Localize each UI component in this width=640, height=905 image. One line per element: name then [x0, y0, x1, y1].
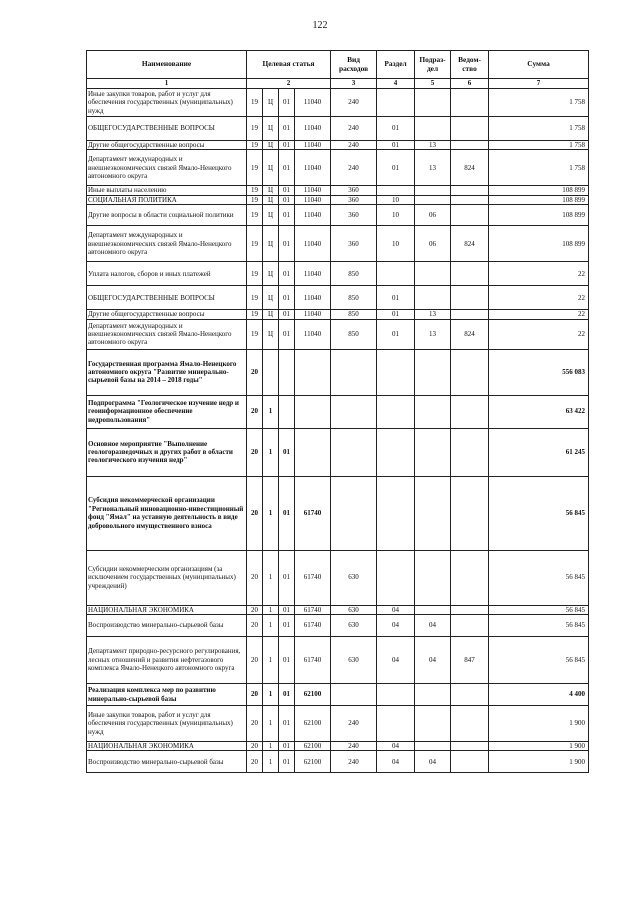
target-code-part: [279, 395, 295, 428]
target-code-part: Ц: [263, 205, 279, 226]
target-code-part: Ц: [263, 117, 279, 141]
row-name: Департамент международных и внешнеэкономических связей Ямало-Ненецкого автономного округа: [87, 319, 247, 349]
target-code-part: 11040: [295, 195, 331, 204]
subsection-cell: 04: [415, 615, 451, 637]
department-cell: [451, 742, 489, 751]
target-code-part: 61740: [295, 637, 331, 684]
target-code-part: 62100: [295, 751, 331, 773]
target-code-part: 01: [279, 89, 295, 117]
row-name: Другие общегосударственные вопросы: [87, 310, 247, 319]
section-cell: 10: [377, 226, 415, 262]
target-code-part: Ц: [263, 319, 279, 349]
target-code-part: 01: [279, 428, 295, 476]
expense-type-cell: [331, 395, 377, 428]
section-cell: 01: [377, 319, 415, 349]
target-code-part: 11040: [295, 141, 331, 150]
table-row: [87, 742, 589, 751]
target-code-part: 62100: [295, 684, 331, 706]
row-name: НАЦИОНАЛЬНАЯ ЭКОНОМИКА: [87, 742, 247, 751]
table-row: [87, 395, 589, 428]
expense-type-cell: 630: [331, 550, 377, 605]
target-code-part: 01: [279, 310, 295, 319]
column-number: 3: [331, 79, 377, 89]
expense-type-cell: 850: [331, 286, 377, 310]
target-code-part: 11040: [295, 286, 331, 310]
expense-type-cell: [331, 349, 377, 395]
target-code-part: Ц: [263, 186, 279, 195]
department-cell: [451, 205, 489, 226]
section-cell: 01: [377, 141, 415, 150]
row-name: Другие общегосударственные вопросы: [87, 141, 247, 150]
expense-type-cell: 850: [331, 310, 377, 319]
department-cell: [451, 310, 489, 319]
table-row: [87, 150, 589, 186]
target-code-part: 1: [263, 428, 279, 476]
department-cell: [451, 262, 489, 286]
target-code-part: 01: [279, 205, 295, 226]
table-row: [87, 205, 589, 226]
department-cell: 847: [451, 637, 489, 684]
row-name: Воспроизводство минерально-сырьевой базы: [87, 615, 247, 637]
target-code-part: 11040: [295, 319, 331, 349]
section-cell: 04: [377, 751, 415, 773]
target-code-part: [295, 428, 331, 476]
subsection-cell: 13: [415, 319, 451, 349]
sum-cell: 556 083: [489, 349, 589, 395]
target-code-part: 1: [263, 395, 279, 428]
row-name: Государственная программа Ямало-Ненецкого автономного округа "Развитие минерально-сырьевой базы на 2014 – 2018 годы": [87, 349, 247, 395]
table-row: [87, 286, 589, 310]
target-code-part: 20: [247, 550, 263, 605]
target-code-part: 11040: [295, 205, 331, 226]
target-code-part: 1: [263, 637, 279, 684]
target-code-part: 20: [247, 428, 263, 476]
target-code-part: 01: [279, 117, 295, 141]
target-code-part: Ц: [263, 262, 279, 286]
target-code-part: 01: [279, 605, 295, 614]
sum-cell: 1 758: [489, 117, 589, 141]
target-code-part: 19: [247, 310, 263, 319]
target-code-part: 11040: [295, 262, 331, 286]
target-code-part: 01: [279, 742, 295, 751]
target-code-part: 19: [247, 286, 263, 310]
column-number: 7: [489, 79, 589, 89]
sum-cell: 1 900: [489, 706, 589, 742]
table-row: [87, 637, 589, 684]
sum-cell: 56 845: [489, 615, 589, 637]
header-expense-type: Вид расходов: [331, 51, 377, 79]
subsection-cell: [415, 117, 451, 141]
target-code-part: [295, 349, 331, 395]
expense-type-cell: [331, 684, 377, 706]
target-code-part: 20: [247, 637, 263, 684]
target-code-part: 61740: [295, 615, 331, 637]
target-code-part: 1: [263, 476, 279, 550]
target-code-part: 11040: [295, 226, 331, 262]
subsection-cell: [415, 186, 451, 195]
table-row: [87, 262, 589, 286]
sum-cell: 4 400: [489, 684, 589, 706]
sum-cell: 1 758: [489, 141, 589, 150]
table-row: [87, 117, 589, 141]
target-code-part: 01: [279, 684, 295, 706]
sum-cell: 61 245: [489, 428, 589, 476]
target-code-part: Ц: [263, 310, 279, 319]
target-code-part: Ц: [263, 150, 279, 186]
department-cell: [451, 605, 489, 614]
subsection-cell: [415, 684, 451, 706]
department-cell: [451, 186, 489, 195]
target-code-part: 19: [247, 262, 263, 286]
target-code-part: 01: [279, 751, 295, 773]
budget-table: [86, 50, 589, 773]
subsection-cell: [415, 349, 451, 395]
sum-cell: 108 899: [489, 195, 589, 204]
target-code-part: 1: [263, 742, 279, 751]
row-name: Иные закупки товаров, работ и услуг для обеспечения государственных (муниципальных) нужд: [87, 706, 247, 742]
table-row: [87, 476, 589, 550]
subsection-cell: [415, 395, 451, 428]
expense-type-cell: 240: [331, 117, 377, 141]
table-row: [87, 195, 589, 204]
expense-type-cell: 630: [331, 637, 377, 684]
subsection-cell: [415, 550, 451, 605]
column-number-row: [87, 79, 589, 89]
target-code-part: 01: [279, 186, 295, 195]
target-code-part: 1: [263, 550, 279, 605]
target-code-part: 19: [247, 226, 263, 262]
subsection-cell: 04: [415, 637, 451, 684]
target-code-part: 01: [279, 141, 295, 150]
sum-cell: 108 899: [489, 226, 589, 262]
sum-cell: 56 845: [489, 550, 589, 605]
header-target: Целевая статья: [247, 51, 331, 79]
target-code-part: 20: [247, 684, 263, 706]
subsection-cell: [415, 476, 451, 550]
section-cell: 01: [377, 150, 415, 186]
expense-type-cell: 240: [331, 141, 377, 150]
target-code-part: 19: [247, 150, 263, 186]
row-name: Иные выплаты населению: [87, 186, 247, 195]
section-cell: 04: [377, 742, 415, 751]
expense-type-cell: 240: [331, 89, 377, 117]
subsection-cell: [415, 286, 451, 310]
target-code-part: 01: [279, 615, 295, 637]
section-cell: [377, 550, 415, 605]
target-code-part: 61740: [295, 550, 331, 605]
expense-type-cell: 240: [331, 150, 377, 186]
header-row: [87, 51, 589, 79]
row-name: Основное мероприятие "Выполнение геологоразведочных и других работ в области геологического изучения недр": [87, 428, 247, 476]
row-name: ОБЩЕГОСУДАРСТВЕННЫЕ ВОПРОСЫ: [87, 117, 247, 141]
table-row: [87, 319, 589, 349]
target-code-part: 20: [247, 476, 263, 550]
row-name: СОЦИАЛЬНАЯ ПОЛИТИКА: [87, 195, 247, 204]
table-row: [87, 605, 589, 614]
table-row: [87, 751, 589, 773]
header-sum: Сумма: [489, 51, 589, 79]
row-name: Воспроизводство минерально-сырьевой базы: [87, 751, 247, 773]
sum-cell: 1 758: [489, 89, 589, 117]
target-code-part: 01: [279, 706, 295, 742]
row-name: Уплата налогов, сборов и иных платежей: [87, 262, 247, 286]
section-cell: 04: [377, 615, 415, 637]
header-subsection: Подраз-дел: [415, 51, 451, 79]
subsection-cell: 06: [415, 205, 451, 226]
section-cell: [377, 476, 415, 550]
target-code-part: 62100: [295, 706, 331, 742]
subsection-cell: [415, 706, 451, 742]
target-code-part: 11040: [295, 117, 331, 141]
table-row: [87, 186, 589, 195]
department-cell: [451, 476, 489, 550]
target-code-part: 19: [247, 117, 263, 141]
column-number: 5: [415, 79, 451, 89]
department-cell: 824: [451, 150, 489, 186]
expense-type-cell: 240: [331, 742, 377, 751]
target-code-part: Ц: [263, 195, 279, 204]
target-code-part: 62100: [295, 742, 331, 751]
target-code-part: 01: [279, 150, 295, 186]
sum-cell: 56 845: [489, 605, 589, 614]
department-cell: [451, 141, 489, 150]
target-code-part: 01: [279, 637, 295, 684]
subsection-cell: [415, 89, 451, 117]
row-name: НАЦИОНАЛЬНАЯ ЭКОНОМИКА: [87, 605, 247, 614]
target-code-part: Ц: [263, 226, 279, 262]
expense-type-cell: 240: [331, 751, 377, 773]
row-name: Департамент природно-ресурсного регулирования, лесных отношений и развития нефтегазового комплекса Ямало-Ненецкого автономного округа: [87, 637, 247, 684]
department-cell: [451, 349, 489, 395]
target-code-part: 01: [279, 226, 295, 262]
sum-cell: 22: [489, 310, 589, 319]
section-cell: 01: [377, 286, 415, 310]
sum-cell: 108 899: [489, 205, 589, 226]
table-row: [87, 706, 589, 742]
target-code-part: 19: [247, 186, 263, 195]
target-code-part: 19: [247, 89, 263, 117]
department-cell: [451, 684, 489, 706]
column-number: 4: [377, 79, 415, 89]
expense-type-cell: 630: [331, 605, 377, 614]
target-code-part: [279, 349, 295, 395]
target-code-part: 01: [279, 319, 295, 349]
section-cell: 01: [377, 310, 415, 319]
row-name: Департамент международных и внешнеэкономических связей Ямало-Ненецкого автономного округа: [87, 150, 247, 186]
table-row: [87, 349, 589, 395]
sum-cell: 22: [489, 319, 589, 349]
target-code-part: 1: [263, 751, 279, 773]
department-cell: 824: [451, 226, 489, 262]
target-code-part: 11040: [295, 310, 331, 319]
table-row: [87, 89, 589, 117]
section-cell: [377, 395, 415, 428]
target-code-part: 19: [247, 319, 263, 349]
subsection-cell: [415, 428, 451, 476]
section-cell: [377, 89, 415, 117]
target-code-part: 11040: [295, 150, 331, 186]
section-cell: 10: [377, 205, 415, 226]
expense-type-cell: 630: [331, 615, 377, 637]
section-cell: 01: [377, 117, 415, 141]
expense-type-cell: 850: [331, 262, 377, 286]
department-cell: [451, 550, 489, 605]
table-row: [87, 141, 589, 150]
target-code-part: 61740: [295, 605, 331, 614]
subsection-cell: [415, 262, 451, 286]
expense-type-cell: 360: [331, 186, 377, 195]
row-name: Реализация комплекса мер по развитию минерально-сырьевой базы: [87, 684, 247, 706]
section-cell: 04: [377, 637, 415, 684]
target-code-part: 20: [247, 349, 263, 395]
expense-type-cell: 360: [331, 205, 377, 226]
table-row: [87, 226, 589, 262]
expense-type-cell: 850: [331, 319, 377, 349]
row-name: Субсидия некоммерческой организации "Региональный инновационно-инвестиционный фонд "Ямал" на уставную деятельность в виде добровольного имущественного взноса: [87, 476, 247, 550]
subsection-cell: 13: [415, 310, 451, 319]
row-name: Подпрограмма "Геологическое изучение недр и геоинформационное обеспечение недропользования": [87, 395, 247, 428]
section-cell: [377, 349, 415, 395]
target-code-part: 11040: [295, 89, 331, 117]
department-cell: 824: [451, 319, 489, 349]
subsection-cell: [415, 195, 451, 204]
row-name: Другие вопросы в области социальной политики: [87, 205, 247, 226]
table-row: [87, 550, 589, 605]
expense-type-cell: 360: [331, 226, 377, 262]
sum-cell: 108 899: [489, 186, 589, 195]
section-cell: [377, 262, 415, 286]
department-cell: [451, 751, 489, 773]
department-cell: [451, 428, 489, 476]
target-code-part: Ц: [263, 286, 279, 310]
section-cell: [377, 428, 415, 476]
header-department: Ведом-ство: [451, 51, 489, 79]
target-code-part: 1: [263, 605, 279, 614]
header-name: Наименование: [87, 51, 247, 79]
target-code-part: 19: [247, 141, 263, 150]
sum-cell: 1 900: [489, 742, 589, 751]
section-cell: [377, 186, 415, 195]
row-name: Субсидии некоммерческим организациям (за исключением государственных (муниципальных) учреждений): [87, 550, 247, 605]
target-code-part: 01: [279, 550, 295, 605]
target-code-part: 20: [247, 742, 263, 751]
sum-cell: 22: [489, 262, 589, 286]
target-code-part: 1: [263, 615, 279, 637]
target-code-part: [263, 349, 279, 395]
target-code-part: 1: [263, 706, 279, 742]
sum-cell: 56 845: [489, 476, 589, 550]
target-code-part: 19: [247, 205, 263, 226]
row-name: ОБЩЕГОСУДАРСТВЕННЫЕ ВОПРОСЫ: [87, 286, 247, 310]
target-code-part: 20: [247, 751, 263, 773]
table-row: [87, 310, 589, 319]
target-code-part: [295, 395, 331, 428]
sum-cell: 1 758: [489, 150, 589, 186]
target-code-part: 01: [279, 262, 295, 286]
target-code-part: 20: [247, 605, 263, 614]
column-number: 2: [247, 79, 331, 89]
target-code-part: 01: [279, 195, 295, 204]
sum-cell: 1 900: [489, 751, 589, 773]
target-code-part: 20: [247, 706, 263, 742]
section-cell: [377, 706, 415, 742]
column-number: 1: [87, 79, 247, 89]
target-code-part: 1: [263, 684, 279, 706]
row-name: Департамент международных и внешнеэкономических связей Ямало-Ненецкого автономного округа: [87, 226, 247, 262]
table-body: [87, 89, 589, 773]
target-code-part: 20: [247, 395, 263, 428]
department-cell: [451, 615, 489, 637]
expense-type-cell: [331, 476, 377, 550]
expense-type-cell: 360: [331, 195, 377, 204]
subsection-cell: [415, 742, 451, 751]
department-cell: [451, 89, 489, 117]
department-cell: [451, 117, 489, 141]
target-code-part: 11040: [295, 186, 331, 195]
target-code-part: 01: [279, 286, 295, 310]
target-code-part: Ц: [263, 141, 279, 150]
page-number: 122: [312, 20, 328, 31]
subsection-cell: 06: [415, 226, 451, 262]
expense-type-cell: 240: [331, 706, 377, 742]
sum-cell: 56 845: [489, 637, 589, 684]
row-name: Иные закупки товаров, работ и услуг для обеспечения государственных (муниципальных) нужд: [87, 89, 247, 117]
target-code-part: 19: [247, 195, 263, 204]
department-cell: [451, 395, 489, 428]
section-cell: 04: [377, 605, 415, 614]
expense-type-cell: [331, 428, 377, 476]
department-cell: [451, 195, 489, 204]
subsection-cell: 13: [415, 141, 451, 150]
table-row: [87, 684, 589, 706]
section-cell: [377, 684, 415, 706]
target-code-part: 20: [247, 615, 263, 637]
sum-cell: 63 422: [489, 395, 589, 428]
department-cell: [451, 286, 489, 310]
subsection-cell: 13: [415, 150, 451, 186]
target-code-part: Ц: [263, 89, 279, 117]
table-row: [87, 615, 589, 637]
subsection-cell: 04: [415, 751, 451, 773]
sum-cell: 22: [489, 286, 589, 310]
target-code-part: 61740: [295, 476, 331, 550]
subsection-cell: [415, 605, 451, 614]
section-cell: 10: [377, 195, 415, 204]
department-cell: [451, 706, 489, 742]
header-section: Раздел: [377, 51, 415, 79]
target-code-part: 01: [279, 476, 295, 550]
column-number: 6: [451, 79, 489, 89]
table-row: [87, 428, 589, 476]
